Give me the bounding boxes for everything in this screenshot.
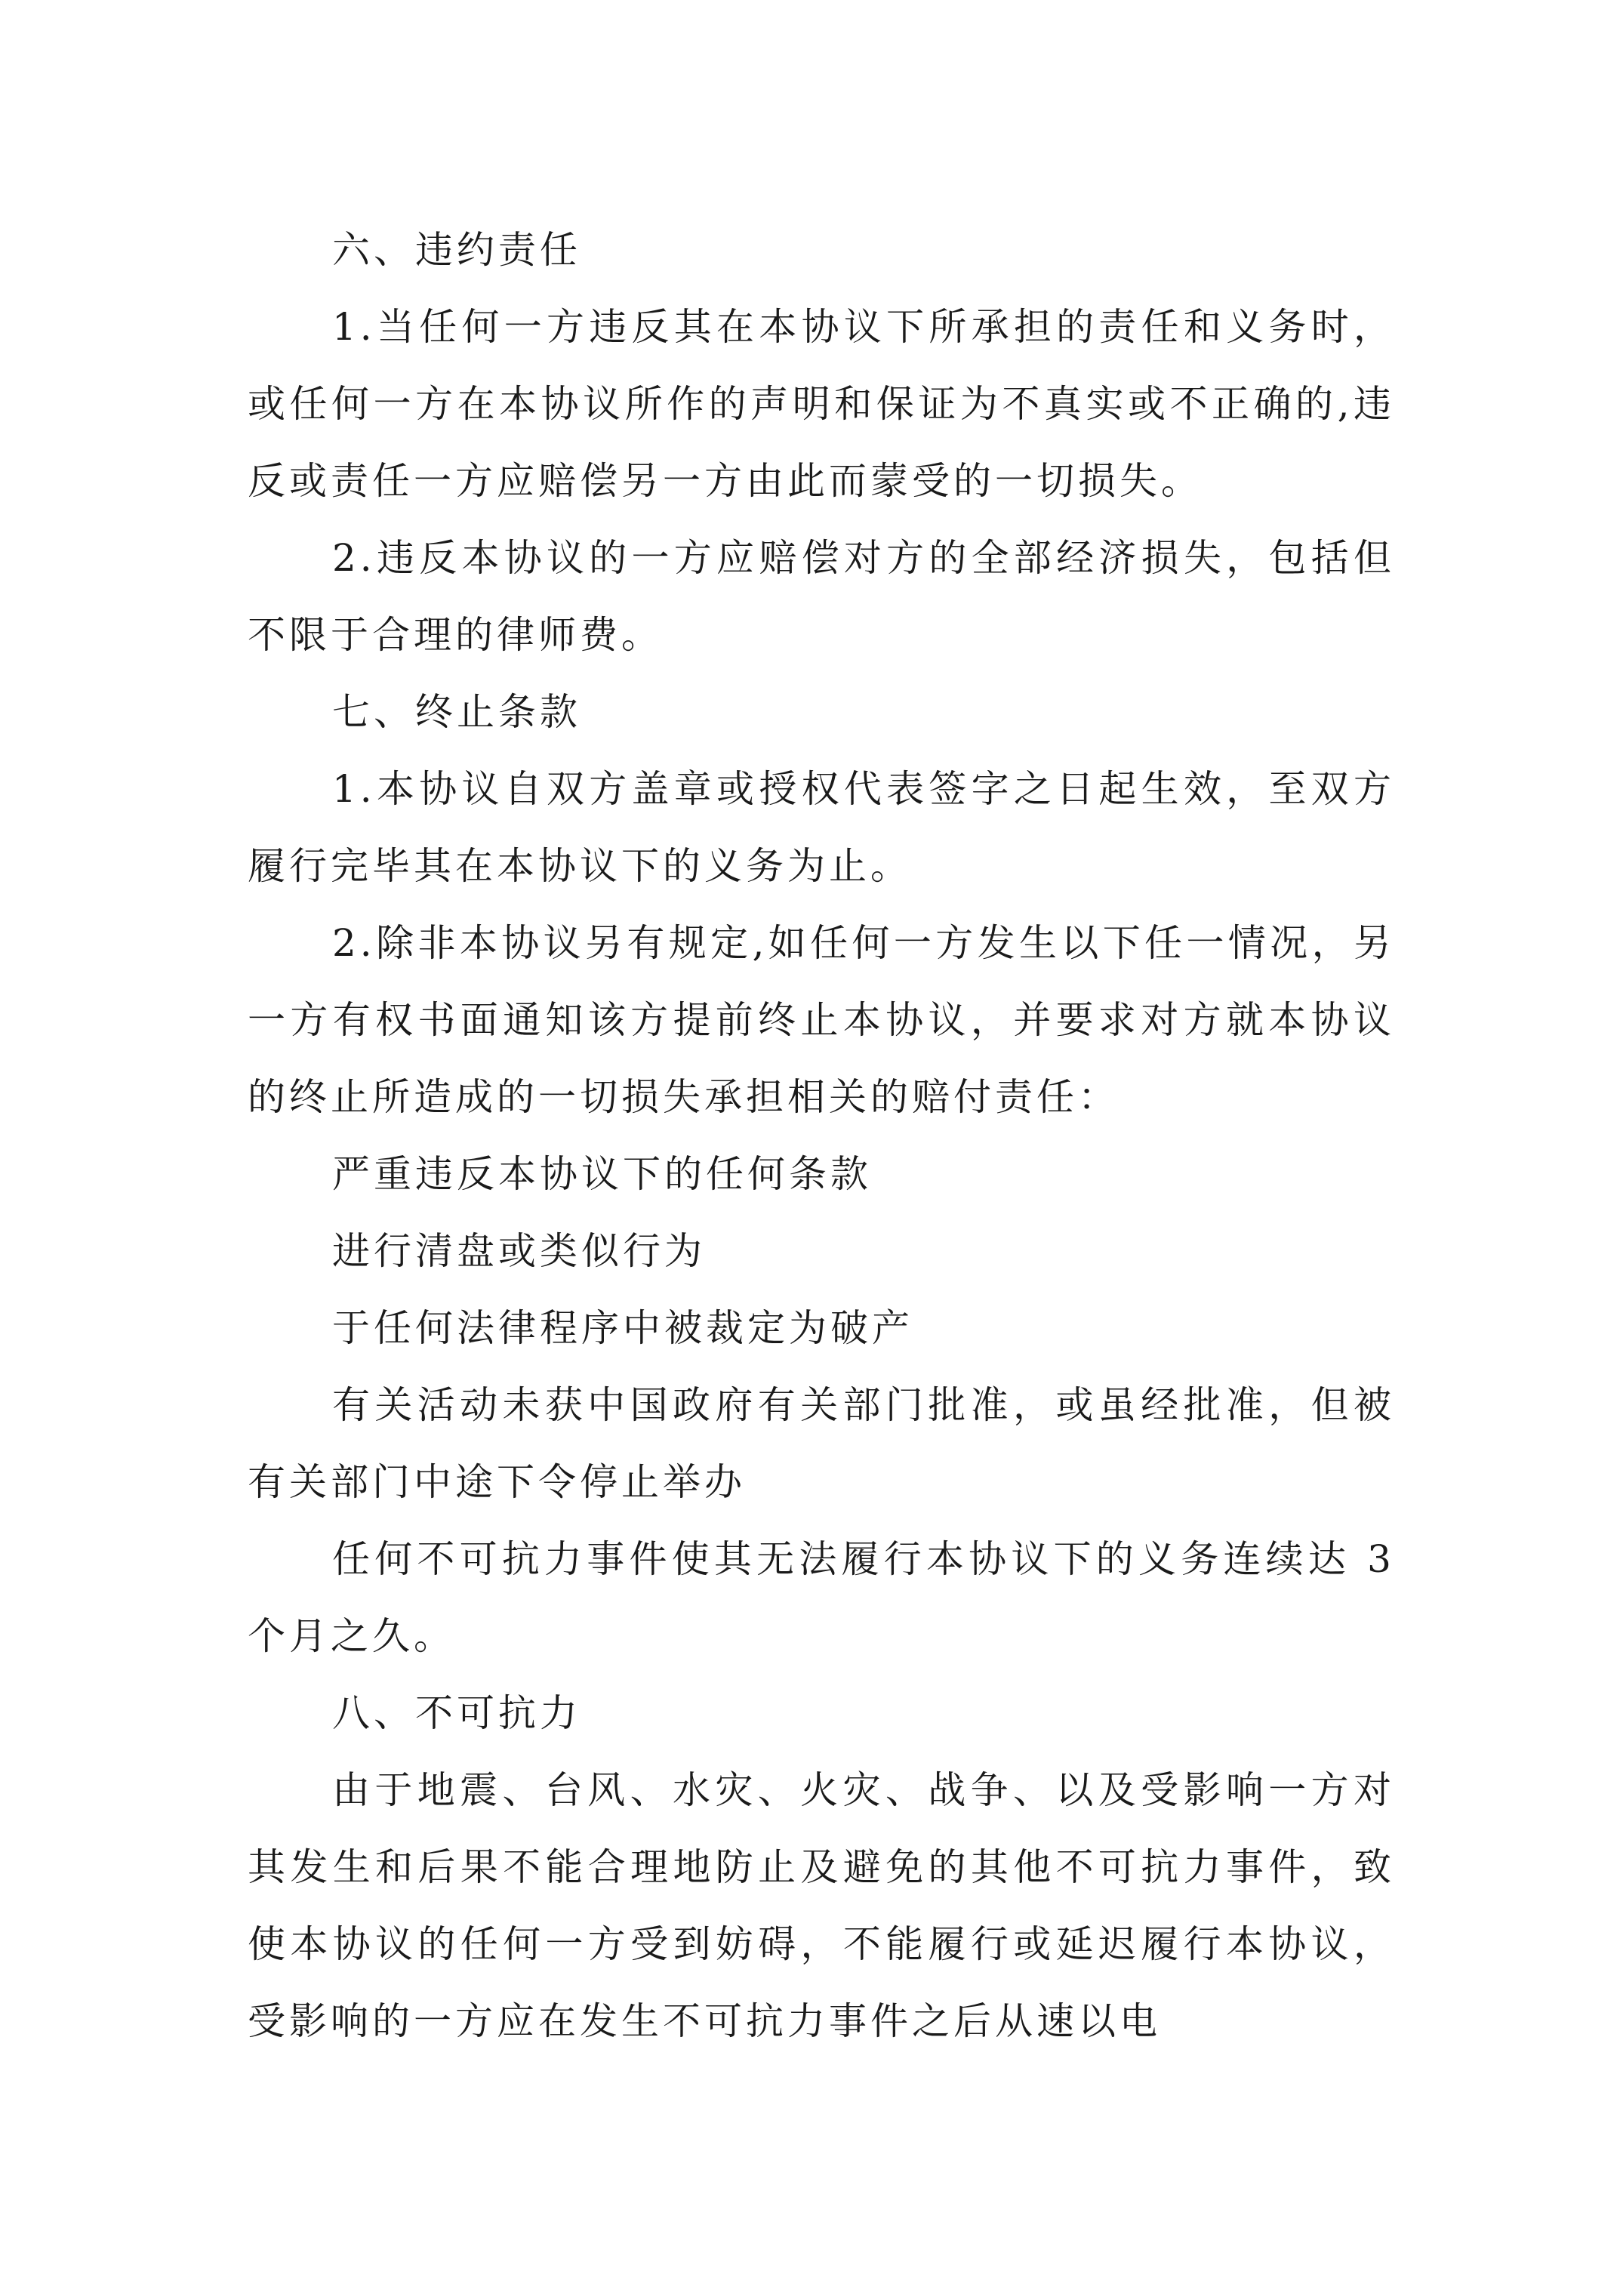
section-heading-breach: 六、违约责任 bbox=[332, 228, 581, 272]
paragraph-termination-2: 2.除非本协议另有规定,如任何一方发生以下任一情况，另一方有权书面通知该方提前终止本协议，并要求对方就本协议的终止所造成的一切损失承担相关的赔付责任： bbox=[248, 921, 1395, 1119]
paragraph-force-majeure-1: 由于地震、台风、水灾、火灾、战争、以及受影响一方对其发生和后果不能合理地防止及避免的其他不可抗力事件，致使本协议的任何一方受到妨碍，不能履行或延迟履行本协议，受影响的一方应在发生不可抗力事件之后从速以电 bbox=[248, 1768, 1395, 2043]
paragraph-breach-1: 1.当任何一方违反其在本协议下所承担的责任和义务时，或任何一方在本协议所作的声明和保证为不真实或不正确的,违反或责任一方应赔偿另一方由此而蒙受的一切损失。 bbox=[248, 305, 1395, 503]
paragraph-termination-1: 1.本协议自双方盖章或授权代表签字之日起生效，至双方履行完毕其在本协议下的义务为止。 bbox=[248, 767, 1395, 888]
section-heading-force-majeure: 八、不可抗力 bbox=[332, 1691, 581, 1735]
document-body bbox=[248, 211, 1395, 2060]
paragraph-breach-2: 2.违反本协议的一方应赔偿对方的全部经济损失，包括但不限于合理的律师费。 bbox=[248, 536, 1395, 657]
list-item-force-majeure-duration: 任何不可抗力事件使其无法履行本协议下的义务连续达 3 个月之久。 bbox=[248, 1537, 1395, 1658]
list-item-government-approval: 有关活动未获中国政府有关部门批准，或虽经批准，但被有关部门中途下令停止举办 bbox=[248, 1383, 1395, 1504]
list-item-liquidation: 进行清盘或类似行为 bbox=[332, 1229, 706, 1273]
list-item-bankruptcy: 于任何法律程序中被裁定为破产 bbox=[332, 1306, 913, 1350]
section-heading-termination: 七、终止条款 bbox=[332, 690, 581, 734]
list-item-serious-breach: 严重违反本协议下的任何条款 bbox=[332, 1152, 872, 1196]
